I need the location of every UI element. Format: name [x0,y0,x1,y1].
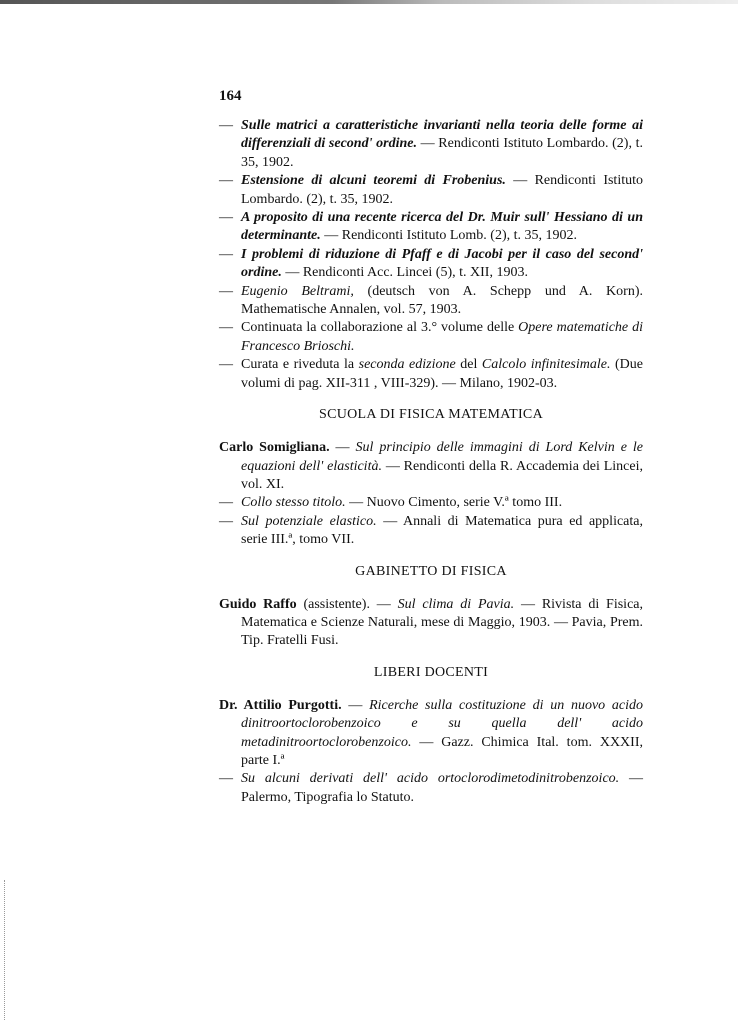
author-entry: Carlo Somigliana. — Sul principio delle immagini di Lord Kelvin e le equazioni dell' elasticità. — Rendiconti della R. Accademia dei Lincei, vol. XI. [219,440,644,492]
publication-source: — Rendiconti Istituto Lomb. (2), t. 35, 1902. [320,228,577,244]
section-heading-fisica-matematica: SCUOLA DI FISICA MATEMATICA [319,407,543,423]
publication-source: — Nuovo Cimento, serie V.ª tomo III. [345,495,563,511]
publication-entry [219,494,643,512]
publication-title: Ricerche sulla costituzione di un nuovo acido dinitroortoclorobenzoico e su quella dell' acido metadinitroortoclorobenzoico. [241,697,644,750]
scan-margin-specks [4,880,11,1020]
publication-connector: del [455,357,482,373]
publication-entry [219,117,643,172]
document-page [219,88,643,807]
publication-prefix: Curata e riveduta la [241,357,359,373]
author-name: Guido Raffo [219,596,297,612]
publication-title: I problemi di riduzione di Pfaff e di Jacobi per il caso del second' ordine. [241,246,643,281]
publication-source: — Rivista di Fisica, Matematica e Scienze Naturali, mese di Maggio, 1903. — Pavia, Prem. Tip. Fratelli Fusi. [241,596,643,649]
publication-entry [219,356,643,393]
publication-source: — Rendiconti della R. Accademia dei Lincei, vol. XI. [241,458,643,492]
publication-title: Sul potenziale elastico. [241,513,377,529]
publication-title-2: Calcolo infinitesimale. [481,357,611,373]
publication-source: (deutsch von A. Schepp und A. Korn). Mathematische Annalen, vol. 57, 1903. [241,283,643,318]
publication-source: — Rendiconti Istituto Lombardo. (2), t. 35, 1902. [241,173,643,207]
publication-list-top [219,117,643,393]
section-heading-liberi-docenti: LIBERI DOCENTI [373,664,489,680]
publication-title: Sul principio delle immagini di Lord Kelvin e le equazioni dell' elasticità. [241,440,644,474]
publication-title: Sulle matrici a caratteristiche invarianti nella teoria delle forme ai differenziali di second' ordine. [241,118,643,152]
scan-top-border [0,0,738,4]
publication-title: Sul clima di Pavia. [397,596,515,612]
publication-title: seconda edizione [358,357,456,373]
publication-entry [219,172,643,209]
author-entry [219,596,643,651]
publication-source: — Annali di Matematica pura ed applicata, serie III.ª, tomo VII. [241,513,643,548]
page-number: 164 [219,88,242,104]
author-block-somigliana [219,439,643,549]
section-heading-gabinetto-fisica: GABINETTO DI FISICA [355,563,507,579]
publication-prefix: Continuata la collaborazione al 3.° volume delle [241,320,519,336]
author-block-raffo [219,596,643,651]
publication-source: — Gazz. Chimica Ital. tom. XXXII, parte I.ª [241,734,643,768]
publication-source: — Palermo, Tipografia lo Statuto. [241,771,644,805]
publication-title: Collo stesso titolo. [241,495,346,511]
author-role: (assistente). — [296,596,398,612]
publication-title: Opere matematiche di Francesco Brioschi. [241,320,644,354]
author-block-purgotti [219,697,643,807]
publication-entry [219,513,643,550]
publication-source: — Rendiconti Istituto Lombardo. (2), t. 35, 1902. [241,136,643,170]
publication-title: Estensione di alcuni teoremi di Frobenius. [241,173,506,189]
publication-entry [219,209,643,246]
author-name: Carlo Somigliana. [219,440,330,456]
publication-title: Eugenio Beltrami, [241,283,354,299]
publication-title: Su alcuni derivati dell' acido ortoclorodimetodinitrobenzoico. [241,771,620,787]
publication-entry [219,770,643,807]
publication-source: (Due volumi di pag. XII-311 , VIII-329). — Milano, 1902-03. [241,357,643,391]
publication-entry [219,246,643,283]
publication-entry [219,319,643,356]
author-entry: Dr. Attilio Purgotti. — Ricerche sulla costituzione di un nuovo acido dinitroortoclorobenzoico e su quella dell' acido metadinitroortoclorobenzoico. — Gazz. Chimica Ital. tom. XXXII, parte I.ª [219,697,644,768]
publication-title: A proposito di una recente ricerca del Dr. Muir sull' Hessiano di un determinante. [241,210,643,244]
publication-entry [219,283,643,320]
publication-source: — Rendiconti Acc. Lincei (5), t. XII, 1903. [281,265,528,281]
author-name: Dr. Attilio Purgotti. [219,697,342,713]
